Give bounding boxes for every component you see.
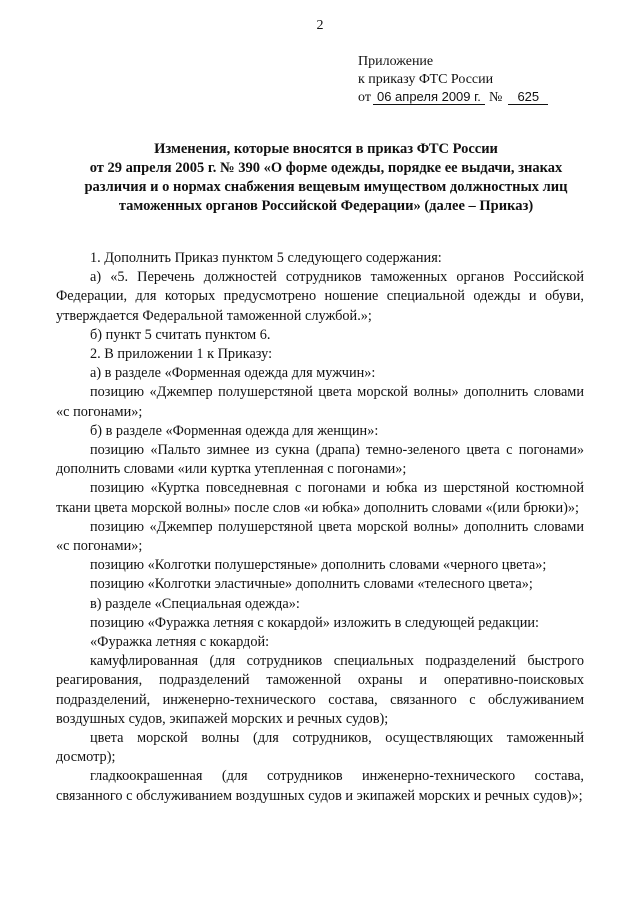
page-number: 2 xyxy=(316,18,324,33)
paragraph-2: а) «5. Перечень должностей сотрудников таможенных органов Российской Федерации, для которых предусмотрено ношение специальной одежды и обуви, утверждается Федеральной таможенной службой.»; xyxy=(56,269,584,324)
title-line-2: от 29 апреля 2005 г. № 390 «О форме одежды, порядке ее выдачи, знаках xyxy=(89,160,563,176)
paragraph-10: позицию «Джемпер полушерстяной цвета морской волны» дополнить словами «с погонами»; xyxy=(56,518,584,555)
paragraph-18: гладкоокрашенная (для сотрудников инженерно-технического состава, связанного с обслуживанием воздушных судов и экипажей морских и речных судов)»; xyxy=(56,768,584,804)
title-line-4: таможенных органов Российской Федерации» (далее – Приказ) xyxy=(118,198,534,214)
document-title xyxy=(60,140,592,216)
paragraph-7: б) в разделе «Форменная одежда для женщин»: xyxy=(90,422,379,439)
paragraph-16: камуфлированная (для сотрудников специальных подразделений быстрого реагирования, подразделений таможенной охраны и оперативно-поисковых подразделений, инженерно-технического состава, связанного с обслуживанием воздушных судов, экипажей морских и речных судов); xyxy=(56,653,584,727)
appendix-number-sign: № xyxy=(488,90,503,105)
paragraph-5: а) в разделе «Форменная одежда для мужчин»: xyxy=(90,365,376,382)
appendix-line-2: к приказу ФТС России xyxy=(358,72,494,87)
paragraph-3: б) пункт 5 считать пунктом 6. xyxy=(90,326,271,343)
paragraph-4: 2. В приложении 1 к Приказу: xyxy=(90,346,273,363)
paragraph-13: в) разделе «Специальная одежда»: xyxy=(90,595,300,612)
paragraph-17: цвета морской волны (для сотрудников, осуществляющих таможенный досмотр); xyxy=(56,730,584,766)
paragraph-11: позицию «Колготки полушерстяные» дополнить словами «черного цвета»; xyxy=(90,557,547,574)
paragraph-15: «Фуражка летняя с кокардой: xyxy=(90,634,270,651)
appendix-number: 625 xyxy=(508,89,548,105)
paragraph-1: 1. Дополнить Приказ пунктом 5 следующего содержания: xyxy=(90,250,442,266)
appendix-prefix: от xyxy=(358,90,371,105)
paragraph-6: позицию «Джемпер полушерстяной цвета морской волны» дополнить словами «с погонами»; xyxy=(56,384,584,420)
appendix-block xyxy=(358,53,548,107)
paragraph-12: позицию «Колготки эластичные» дополнить словами «телесного цвета»; xyxy=(90,576,533,593)
appendix-line-1: Приложение xyxy=(358,54,434,69)
appendix-line-3 xyxy=(358,89,548,107)
title-line-1: Изменения, которые вносятся в приказ ФТС России xyxy=(154,141,498,157)
paragraph-9: позицию «Куртка повседневная с погонами и юбка из шерстяной костюмной ткани цвета морской волны» после слов «и юбка» дополнить словами «(или брюки)»; xyxy=(56,480,584,516)
paragraph-8: позицию «Пальто зимнее из сукна (драпа) темно-зеленого цвета с погонами» дополнить словами «или куртка утепленная с погонами»; xyxy=(56,442,584,478)
document-body xyxy=(56,249,584,806)
paragraph-14: позицию «Фуражка летняя с кокардой» изложить в следующей редакции: xyxy=(90,614,540,631)
appendix-date: 06 апреля 2009 г. xyxy=(373,89,485,105)
title-line-3: различия и о нормах снабжения вещевым имуществом должностных лиц xyxy=(84,179,568,195)
